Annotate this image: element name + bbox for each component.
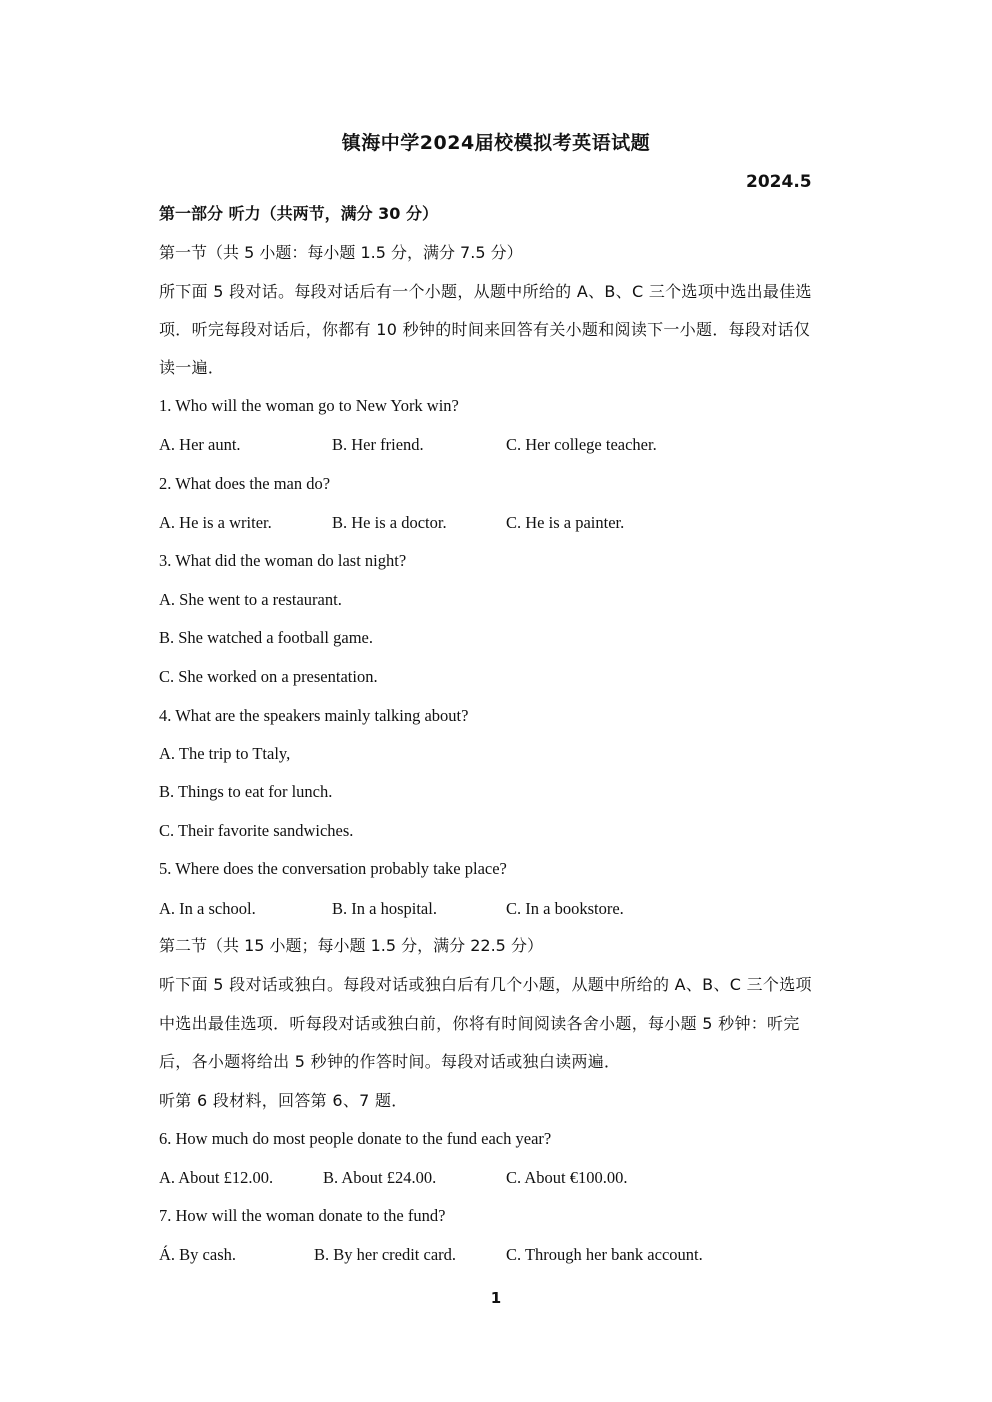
q1-option-b: B. Her friend. xyxy=(332,435,424,454)
exam-title: 镇海中学2024届校模拟考英语试题 xyxy=(341,132,651,154)
question-4: 4. What are the speakers mainly talking about? xyxy=(159,706,469,725)
question-5: 5. Where does the conversation probably take place? xyxy=(159,859,507,878)
material-note: 听第 6 段材料，回答第 6、7 题． xyxy=(159,1091,408,1110)
q7-option-c: C. Through her bank account. xyxy=(506,1245,703,1264)
question-6: 6. How much do most people donate to the fund each year? xyxy=(159,1129,552,1148)
question-1: 1. Who will the woman go to New York win? xyxy=(159,396,459,415)
exam-date: 2024.5 xyxy=(746,172,812,192)
q6-option-c: C. About €100.00. xyxy=(506,1168,628,1187)
q2-option-c: C. He is a painter. xyxy=(506,513,625,532)
section2-instruction-line: 听下面 5 段对话或独白。每段对话或独白后有几个小题，从题中所给的 A、B、C 三个选项 xyxy=(159,975,812,994)
q6-option-b: B. About £24.00. xyxy=(323,1168,437,1187)
section2-instruction-line: 中选出最佳选项．听每段对话或独白前，你将有时间阅读各舍小题，每小题 5 秒钟：听完 xyxy=(159,1014,800,1033)
q3-option-a: A. She went to a restaurant. xyxy=(159,590,342,609)
part1-heading: 第一部分 听力（共两节，满分 30 分） xyxy=(159,204,438,223)
question-2: 2. What does the man do? xyxy=(159,474,331,493)
q3-option-c: C. She worked on a presentation. xyxy=(159,667,378,686)
section1-heading: 第一节（共 5 小题：每小题 1.5 分，满分 7.5 分） xyxy=(159,243,523,262)
q4-option-c: C. Their favorite sandwiches. xyxy=(159,821,354,840)
q6-option-a: A. About £12.00. xyxy=(159,1168,274,1187)
question-7: 7. How will the woman donate to the fund? xyxy=(159,1206,446,1225)
q1-option-c: C. Her college teacher. xyxy=(506,435,657,454)
q5-option-b: B. In a hospital. xyxy=(332,899,437,918)
section1-instruction-line: 项．听完每段对话后，你都有 10 秒钟的时间来回答有关小题和阅读下一小题．每段对话仅 xyxy=(159,320,811,339)
section1-instruction-line: 读一遍． xyxy=(159,358,225,377)
section2-heading: 第二节（共 15 小题；每小题 1.5 分，满分 22.5 分） xyxy=(159,936,543,955)
q3-option-b: B. She watched a football game. xyxy=(159,628,373,647)
page-number: 1 xyxy=(490,1289,502,1307)
question-3: 3. What did the woman do last night? xyxy=(159,551,407,570)
q5-option-a: A. In a school. xyxy=(159,899,256,918)
q1-option-a: A. Her aunt. xyxy=(159,435,241,454)
q2-option-a: A. He is a writer. xyxy=(159,513,272,532)
section2-instruction-line: 后，各小题将给出 5 秒钟的作答时间。每段对话或独白读两遍． xyxy=(159,1052,621,1071)
q4-option-a: A. The trip to Ttaly, xyxy=(159,744,291,763)
q5-option-c: C. In a bookstore. xyxy=(506,899,624,918)
q4-option-b: B. Things to eat for lunch. xyxy=(159,782,333,801)
section1-instruction-line: 所下面 5 段对话。每段对话后有一个小题，从题中所给的 A、B、C 三个选项中选出最佳选 xyxy=(159,282,812,301)
q7-option-a: Á. By cash. xyxy=(159,1245,236,1264)
q2-option-b: B. He is a doctor. xyxy=(332,513,447,532)
q7-option-b: B. By her credit card. xyxy=(314,1245,457,1264)
